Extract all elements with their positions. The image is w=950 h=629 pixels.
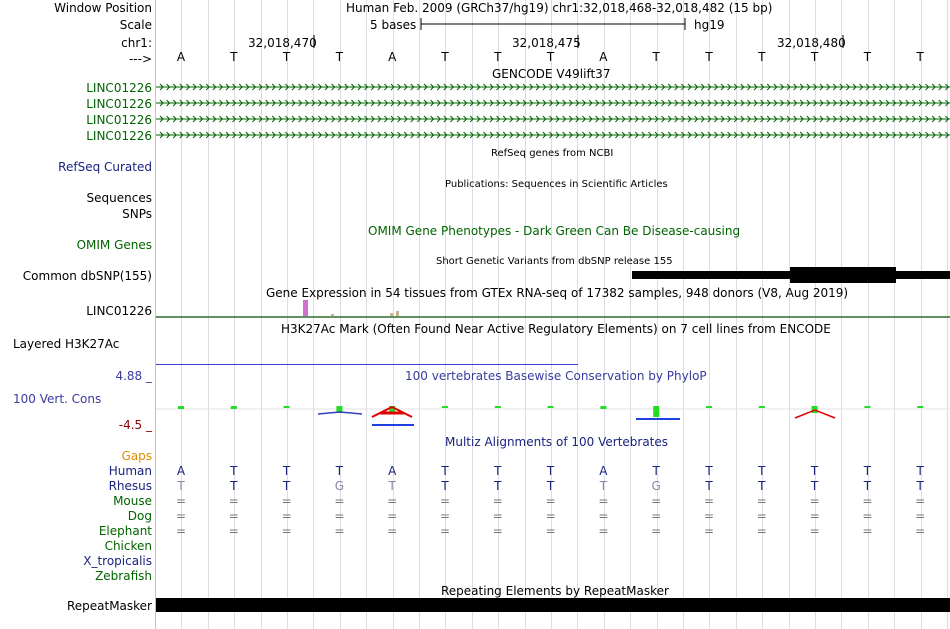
reference-base: T [494,50,502,64]
scale-assembly: hg19 [694,18,725,32]
h3k27ac-track-title: H3K27Ac Mark (Often Found Near Active Regulatory Elements) on 7 cell lines from ENCODE [281,322,831,336]
alignment-base-elephant: = [281,524,292,538]
phylop-bar[interactable] [759,406,765,408]
alignment-base-elephant: = [862,524,873,538]
gencode-track-title: GENCODE V49lift37 [492,67,611,81]
phylop-bar[interactable] [653,406,659,417]
alignment-base-dog: = [545,509,556,523]
gtex-track-title: Gene Expression in 54 tissues from GTEx RNA-seq of 17382 samples, 948 donors (V8, Aug 2019) [266,286,849,300]
alignment-base-dog: = [387,509,398,523]
repeatmasker-label[interactable]: RepeatMasker [66,599,152,613]
repeatmasker-track-title: Repeating Elements by RepeatMasker [441,584,669,598]
reference-base: A [176,50,186,64]
phylop-bar[interactable] [442,406,448,408]
alignment-base-mouse: = [651,494,662,508]
phylop-bar[interactable] [231,406,237,409]
alignment-base-dog: = [598,509,609,523]
alignment-base-dog: = [703,509,715,523]
gencode-gene-label-2[interactable]: LINC01226 [86,97,152,111]
alignment-base-human: T [810,464,819,478]
phylop-max-label: 4.88 _ [115,369,152,383]
alignment-base-human: A [176,464,186,478]
species-x-tropicalis[interactable]: X_tropicalis [83,554,152,568]
refseq-label[interactable]: RefSeq Curated [58,160,152,174]
alignment-base-elephant: = [387,524,398,538]
gtex-bar-2[interactable] [331,314,334,316]
reference-base: T [863,50,872,64]
multiz-track-title: Multiz Alignments of 100 Vertebrates [445,435,669,449]
alignment-base-mouse: = [703,494,715,508]
chrom-tick-1: 32,018,470 [248,36,317,50]
alignment-base-dog: = [334,509,345,523]
alignment-base-mouse: = [545,494,556,508]
phylop-bar[interactable] [864,406,870,408]
alignment-base-rhesus: G [334,479,345,493]
phylop-bar[interactable] [600,406,606,409]
species-mouse[interactable]: Mouse [113,494,152,508]
omim-track-title: OMIM Gene Phenotypes - Dark Green Can Be Disease-causing [368,224,741,238]
alignment-base-dog: = [809,509,820,523]
alignment-base-rhesus: T [441,479,449,493]
alignment-base-elephant: = [175,524,187,538]
publications-track-title: Publications: Sequences in Scientific Articles [445,179,668,190]
dbsnp-label[interactable]: Common dbSNP(155) [22,269,152,283]
reference-base: T [652,50,660,64]
gtex-bar-1[interactable] [303,300,308,316]
gencode-gene-label-1[interactable]: LINC01226 [86,81,152,95]
alignment-base-elephant: = [334,524,345,538]
alignment-base-rhesus: T [863,479,872,493]
species-zebrafish[interactable]: Zebrafish [95,569,152,583]
alignment-base-mouse: = [756,494,767,508]
species-chicken[interactable]: Chicken [104,539,152,553]
alignment-base-dog: = [439,509,451,523]
reference-base: T [230,50,238,64]
phylop-bar[interactable] [548,406,554,408]
reference-base: A [388,50,397,64]
scale-label: Scale [119,18,152,32]
window-position-label: Window Position [54,1,152,15]
alignment-base-mouse: = [281,494,292,508]
chrom-label: chr1: [121,36,152,50]
alignment-base-rhesus: T [230,479,238,493]
alignment-base-human: T [863,464,872,478]
alignment-base-dog: = [651,509,662,523]
alignment-base-human: T [652,464,660,478]
phylop-min-label: -4.5 _ [118,418,152,432]
reference-base: T [282,50,291,64]
alignment-base-mouse: = [228,494,239,508]
strand-label: ---> [128,52,152,66]
alignment-base-mouse: = [175,494,187,508]
reference-base: T [705,50,713,64]
alignment-base-dog: = [175,509,187,523]
alignment-base-dog: = [915,509,926,523]
alignment-base-elephant: = [703,524,715,538]
alignment-base-rhesus: T [705,479,713,493]
phylop-track-title: 100 vertebrates Basewise Conservation by PhyloP [405,369,707,383]
reference-base: T [441,50,449,64]
alignment-base-mouse: = [809,494,820,508]
h3k27ac-label[interactable]: Layered H3K27Ac [13,337,120,351]
species-human[interactable]: Human [108,464,152,478]
alignment-base-mouse: = [439,494,451,508]
reference-base: T [335,50,344,64]
alignment-base-elephant: = [439,524,451,538]
chrom-tick-3: 32,018,480 [777,36,846,50]
sequences-label[interactable]: Sequences [86,191,152,205]
reference-base: T [810,50,819,64]
alignment-base-rhesus: T [388,479,396,493]
chrom-tick-2: 32,018,475 [512,36,581,50]
alignment-base-mouse: = [862,494,873,508]
alignment-base-mouse: = [334,494,345,508]
alignment-base-elephant: = [598,524,609,538]
gtex-bar-3[interactable] [390,313,393,316]
reference-base: A [599,50,608,64]
alignment-base-rhesus: T [810,479,819,493]
species-dog[interactable]: Dog [127,509,152,523]
species-rhesus[interactable]: Rhesus [108,479,152,493]
gencode-gene-label-3[interactable]: LINC01226 [86,113,152,127]
species-elephant[interactable]: Elephant [98,524,152,538]
alignment-base-rhesus: T [758,479,766,493]
alignment-base-elephant: = [915,524,926,538]
alignment-base-human: T [441,464,449,478]
alignment-base-rhesus: T [546,479,555,493]
alignment-base-rhesus: T [282,479,291,493]
alignment-base-human: T [230,464,238,478]
phylop-bar[interactable] [917,406,923,408]
reference-base: T [916,50,924,64]
alignment-base-mouse: = [387,494,398,508]
alignment-base-dog: = [281,509,292,523]
alignment-base-human: T [758,464,766,478]
alignment-base-human: T [335,464,344,478]
phylop-label[interactable]: 100 Vert. Cons [13,392,102,406]
phylop-bar[interactable] [178,406,184,409]
alignment-base-human: T [494,464,502,478]
alignment-base-mouse: = [492,494,503,508]
phylop-bar[interactable] [284,406,290,408]
alignment-base-elephant: = [809,524,820,538]
alignment-base-elephant: = [492,524,503,538]
alignment-base-elephant: = [651,524,662,538]
alignment-base-rhesus: T [494,479,502,493]
alignment-base-elephant: = [756,524,767,538]
dbsnp-track-title: Short Genetic Variants from dbSNP release 155 [436,256,673,267]
phylop-bar[interactable] [495,406,501,408]
snps-label[interactable]: SNPs [122,207,152,221]
gencode-gene-label-4[interactable]: LINC01226 [86,129,152,143]
alignment-base-mouse: = [915,494,926,508]
alignment-base-human: T [916,464,924,478]
refseq-track-title: RefSeq genes from NCBI [491,148,614,159]
alignment-base-dog: = [228,509,239,523]
alignment-base-dog: = [862,509,873,523]
reference-base: T [546,50,555,64]
alignment-base-elephant: = [545,524,556,538]
alignment-base-dog: = [756,509,767,523]
omim-label[interactable]: OMIM Genes [76,238,152,252]
alignment-base-mouse: = [598,494,609,508]
window-position-value: Human Feb. 2009 (GRCh37/hg19) chr1:32,018,468-32,018,482 (15 bp) [346,1,773,15]
alignment-base-rhesus: T [599,479,608,493]
alignment-base-human: T [705,464,713,478]
alignment-base-rhesus: T [916,479,924,493]
alignment-base-elephant: = [228,524,239,538]
alignment-base-human: T [282,464,291,478]
alignment-base-rhesus: G [651,479,661,493]
gaps-label[interactable]: Gaps [121,449,152,463]
reference-base: T [758,50,766,64]
alignment-base-human: A [599,464,608,478]
gtex-label[interactable]: LINC01226 [86,304,152,318]
phylop-bar[interactable] [706,406,712,408]
alignment-base-dog: = [492,509,503,523]
gtex-bar-4[interactable] [396,311,399,316]
alignment-base-rhesus: T [177,479,185,493]
alignment-base-human: T [546,464,555,478]
scale-value: 5 bases [370,18,417,32]
alignment-base-human: A [388,464,397,478]
